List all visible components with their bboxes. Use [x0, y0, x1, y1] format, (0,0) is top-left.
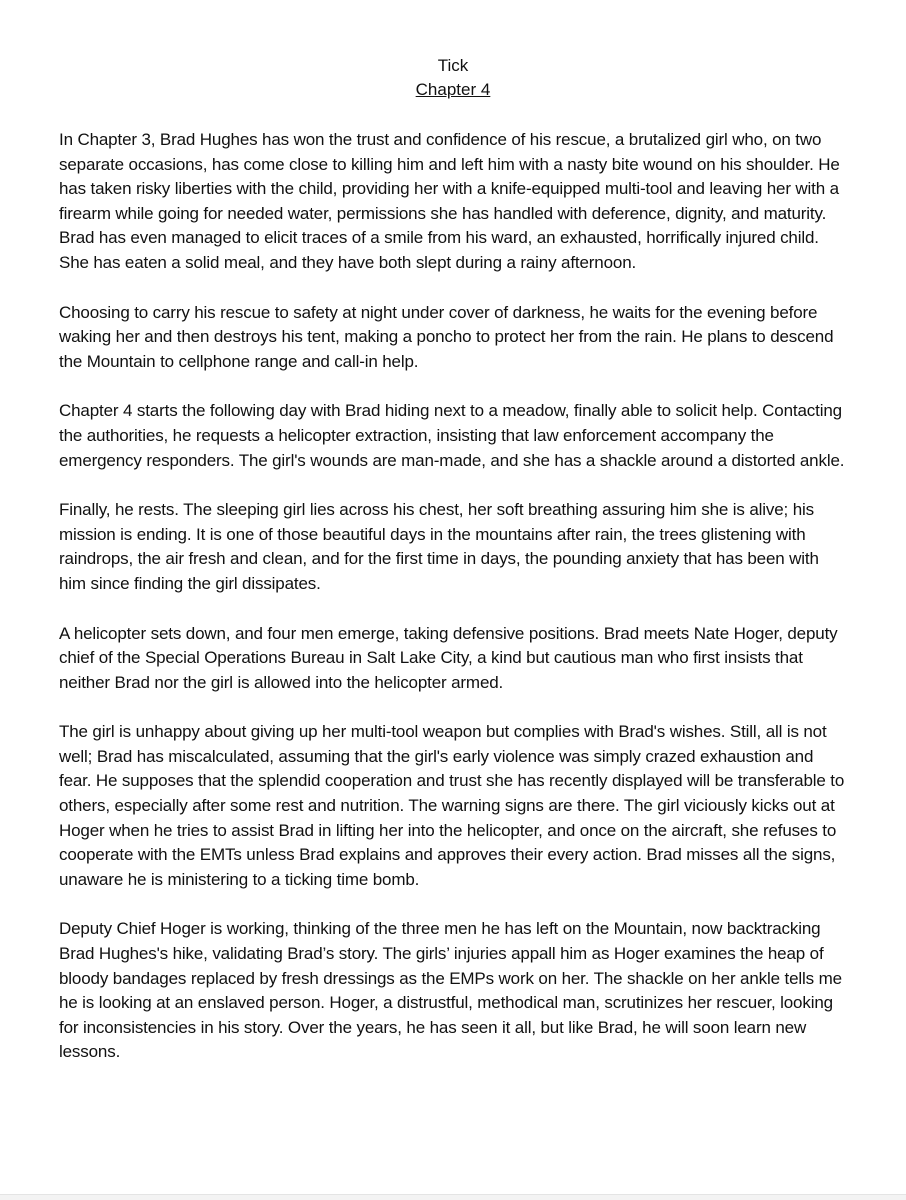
paragraph: The girl is unhappy about giving up her multi-tool weapon but complies with Brad's wishes. Still, all is not well; Brad has miscalculated, assuming that the girl's early violence was simply crazed exhaustion and fear. He supposes that the splendid cooperation and trust she has recently displayed will be transferable to others, especially after some rest and nutrition. The warning signs are there. The girl viciously kicks out at Hoger when he tries to assist Brad in lifting her into the helicopter, and once on the aircraft, she refuses to cooperate with the EMTs unless Brad explains and approves their every action. Brad misses all the signs, unaware he is ministering to a ticking time bomb. [59, 722, 845, 889]
document-body [59, 128, 849, 1090]
paragraph: Finally, he rests. The sleeping girl lies across his chest, her soft breathing assuring him she is alive; his mission is ending. It is one of those beautiful days in the mountains after rain, the trees glistening with raindrops, the air fresh and clean, and for the first time in days, the pounding anxiety that has been with him since finding the girl dissipates. [59, 500, 819, 593]
page-bottom-edge [0, 1194, 906, 1200]
paragraph: Choosing to carry his rescue to safety at night under cover of darkness, he waits for the evening before waking her and then destroys his tent, making a poncho to protect her from the rain. He plans to descend the Mountain to cellphone range and call-in help. [59, 302, 834, 371]
paragraph: A helicopter sets down, and four men emerge, taking defensive positions. Brad meets Nate Hoger, deputy chief of the Special Operations Bureau in Salt Lake City, a kind but cautious man who first insists that neither Brad nor the girl is allowed into the helicopter armed. [59, 623, 838, 692]
document-header [0, 54, 906, 102]
document-title: Tick [437, 56, 469, 75]
paragraph: Deputy Chief Hoger is working, thinking of the three men he has left on the Mountain, now backtracking Brad Hughes's hike, validating Brad’s story. The girls’ injuries appall him as Hoger examines the heap of bloody bandages replaced by fresh dressings as the EMPs work on her. The shackle on her ankle tells me he is looking at an enslaved person. Hoger, a distrustful, methodical man, scrutinizes her rescuer, looking for inconsistencies in his story. Over the years, he has seen it all, but like Brad, he will soon learn new lessons. [59, 919, 842, 1062]
paragraph: In Chapter 3, Brad Hughes has won the trust and confidence of his rescue, a brutalized girl who, on two separate occasions, has come close to killing him and left him with a nasty bite wound on his shoulder. He has taken risky liberties with the child, providing her with a knife-equipped multi-tool and leaving her with a firearm while going for needed water, permissions she has handled with deference, dignity, and maturity. Brad has even managed to elicit traces of a smile from his ward, an exhausted, horrifically injured child. She has eaten a solid meal, and they have both slept during a rainy afternoon. [59, 130, 840, 272]
paragraph: Chapter 4 starts the following day with Brad hiding next to a meadow, finally able to solicit help. Contacting the authorities, he requests a helicopter extraction, insisting that law enforcement accompany the emergency responders. The girl's wounds are man-made, and she has a shackle around a distorted ankle. [59, 401, 845, 470]
chapter-heading: Chapter 4 [415, 80, 491, 99]
